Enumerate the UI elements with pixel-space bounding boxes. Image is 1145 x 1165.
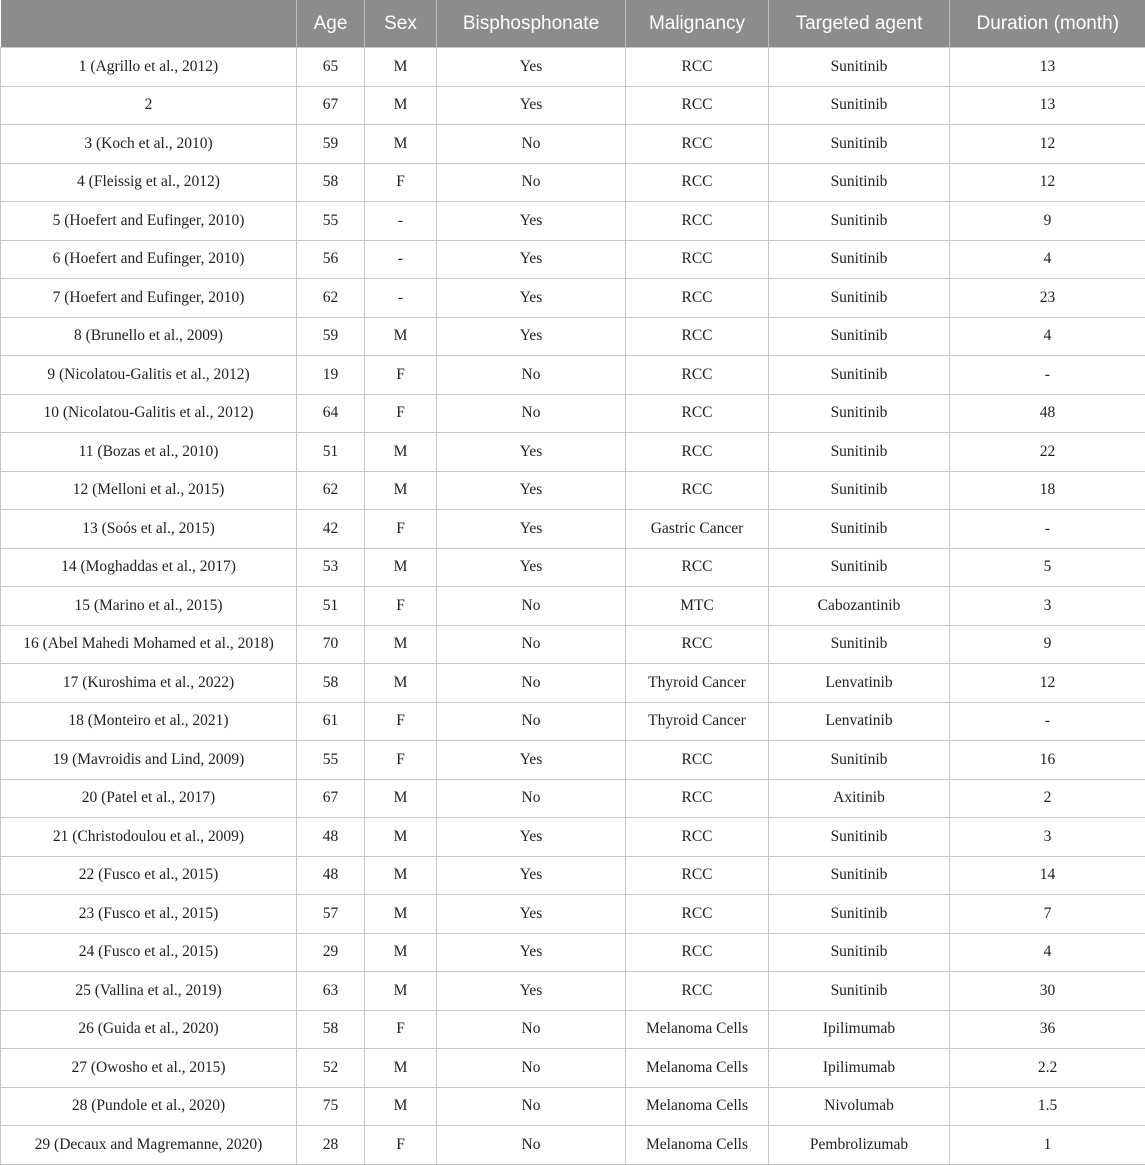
table-row	[1, 625, 1145, 664]
cell-malignancy: RCC	[626, 240, 769, 279]
cell-bisphosphonate: Yes	[437, 48, 626, 87]
cell-duration: 18	[950, 471, 1145, 510]
cell-age: 55	[297, 741, 365, 780]
cell-sex: F	[365, 394, 437, 433]
cell-age: 62	[297, 279, 365, 318]
cell-targeted-agent: Pembrolizumab	[769, 1126, 950, 1165]
cell-malignancy: RCC	[626, 433, 769, 472]
cell-malignancy: RCC	[626, 625, 769, 664]
cell-targeted-agent: Sunitinib	[769, 279, 950, 318]
cell-age: 58	[297, 1010, 365, 1049]
table-row	[1, 702, 1145, 741]
cell-malignancy: RCC	[626, 317, 769, 356]
table-row	[1, 471, 1145, 510]
cell-targeted-agent: Nivolumab	[769, 1087, 950, 1126]
cell-case: 3 (Koch et al., 2010)	[1, 125, 297, 164]
table-row	[1, 1049, 1145, 1088]
cell-age: 51	[297, 587, 365, 626]
cell-malignancy: Gastric Cancer	[626, 510, 769, 549]
cell-sex: M	[365, 548, 437, 587]
cell-case: 17 (Kuroshima et al., 2022)	[1, 664, 297, 703]
cell-bisphosphonate: Yes	[437, 933, 626, 972]
cell-sex: F	[365, 163, 437, 202]
cell-bisphosphonate: Yes	[437, 433, 626, 472]
cell-age: 51	[297, 433, 365, 472]
cell-malignancy: Thyroid Cancer	[626, 702, 769, 741]
cell-bisphosphonate: No	[437, 163, 626, 202]
cell-age: 70	[297, 625, 365, 664]
cell-case: 13 (Soós et al., 2015)	[1, 510, 297, 549]
table-row	[1, 1087, 1145, 1126]
table-row	[1, 548, 1145, 587]
table-row	[1, 433, 1145, 472]
cell-sex: M	[365, 856, 437, 895]
table-row	[1, 972, 1145, 1011]
cell-age: 55	[297, 202, 365, 241]
cell-malignancy: RCC	[626, 279, 769, 318]
cell-sex: F	[365, 1010, 437, 1049]
cell-duration: 4	[950, 240, 1145, 279]
cell-sex: F	[365, 356, 437, 395]
table-row	[1, 664, 1145, 703]
cell-targeted-agent: Sunitinib	[769, 202, 950, 241]
table-row	[1, 933, 1145, 972]
cell-duration: 7	[950, 895, 1145, 934]
cell-age: 53	[297, 548, 365, 587]
cell-bisphosphonate: No	[437, 702, 626, 741]
cell-age: 48	[297, 856, 365, 895]
table-row	[1, 48, 1145, 87]
cell-bisphosphonate: No	[437, 1010, 626, 1049]
cell-case: 29 (Decaux and Magremanne, 2020)	[1, 1126, 297, 1165]
cell-sex: M	[365, 433, 437, 472]
cell-targeted-agent: Sunitinib	[769, 48, 950, 87]
header-bisphosphonate: Bisphosphonate	[437, 0, 626, 48]
cell-case: 12 (Melloni et al., 2015)	[1, 471, 297, 510]
cell-case: 11 (Bozas et al., 2010)	[1, 433, 297, 472]
cell-case: 23 (Fusco et al., 2015)	[1, 895, 297, 934]
cell-age: 59	[297, 317, 365, 356]
cell-case: 26 (Guida et al., 2020)	[1, 1010, 297, 1049]
cell-malignancy: Melanoma Cells	[626, 1010, 769, 1049]
cell-sex: M	[365, 818, 437, 857]
cell-sex: M	[365, 779, 437, 818]
cell-age: 61	[297, 702, 365, 741]
cell-age: 63	[297, 972, 365, 1011]
cell-case: 7 (Hoefert and Eufinger, 2010)	[1, 279, 297, 318]
cell-targeted-agent: Sunitinib	[769, 895, 950, 934]
cell-case: 19 (Mavroidis and Lind, 2009)	[1, 741, 297, 780]
table-row	[1, 779, 1145, 818]
table-row	[1, 587, 1145, 626]
cell-bisphosphonate: No	[437, 779, 626, 818]
cell-case: 28 (Pundole et al., 2020)	[1, 1087, 297, 1126]
table-row	[1, 86, 1145, 125]
cell-bisphosphonate: No	[437, 125, 626, 164]
cell-targeted-agent: Lenvatinib	[769, 664, 950, 703]
cell-targeted-agent: Sunitinib	[769, 471, 950, 510]
cell-bisphosphonate: Yes	[437, 548, 626, 587]
cell-sex: F	[365, 741, 437, 780]
cell-bisphosphonate: Yes	[437, 741, 626, 780]
cell-duration: 1	[950, 1126, 1145, 1165]
cell-bisphosphonate: No	[437, 394, 626, 433]
cell-age: 67	[297, 86, 365, 125]
cell-malignancy: Thyroid Cancer	[626, 664, 769, 703]
cell-targeted-agent: Sunitinib	[769, 433, 950, 472]
cell-bisphosphonate: No	[437, 1049, 626, 1088]
table-row	[1, 1126, 1145, 1165]
cell-malignancy: RCC	[626, 125, 769, 164]
cell-duration: 3	[950, 587, 1145, 626]
table-row	[1, 394, 1145, 433]
cell-sex: M	[365, 48, 437, 87]
cell-bisphosphonate: No	[437, 625, 626, 664]
cell-duration: 9	[950, 625, 1145, 664]
cell-case: 9 (Nicolatou-Galitis et al., 2012)	[1, 356, 297, 395]
cell-sex: M	[365, 625, 437, 664]
cell-duration: 16	[950, 741, 1145, 780]
cell-age: 64	[297, 394, 365, 433]
table-row	[1, 163, 1145, 202]
cell-duration: 30	[950, 972, 1145, 1011]
cell-age: 62	[297, 471, 365, 510]
cell-malignancy: Melanoma Cells	[626, 1087, 769, 1126]
cell-sex: M	[365, 972, 437, 1011]
cell-targeted-agent: Sunitinib	[769, 972, 950, 1011]
cell-duration: -	[950, 510, 1145, 549]
cell-sex: M	[365, 1049, 437, 1088]
header-sex: Sex	[365, 0, 437, 48]
cell-age: 59	[297, 125, 365, 164]
cell-duration: 48	[950, 394, 1145, 433]
cell-duration: 2	[950, 779, 1145, 818]
table-row	[1, 895, 1145, 934]
cell-sex: M	[365, 125, 437, 164]
cell-malignancy: RCC	[626, 856, 769, 895]
table-body	[1, 48, 1145, 1165]
cell-case: 14 (Moghaddas et al., 2017)	[1, 548, 297, 587]
cell-targeted-agent: Sunitinib	[769, 86, 950, 125]
cell-sex: F	[365, 1126, 437, 1165]
cell-case: 6 (Hoefert and Eufinger, 2010)	[1, 240, 297, 279]
cell-targeted-agent: Lenvatinib	[769, 702, 950, 741]
cell-age: 19	[297, 356, 365, 395]
cell-age: 48	[297, 818, 365, 857]
cell-age: 58	[297, 664, 365, 703]
cell-duration: 13	[950, 86, 1145, 125]
cell-sex: -	[365, 240, 437, 279]
cell-bisphosphonate: Yes	[437, 86, 626, 125]
cell-targeted-agent: Sunitinib	[769, 394, 950, 433]
cell-case: 20 (Patel et al., 2017)	[1, 779, 297, 818]
cell-sex: M	[365, 895, 437, 934]
cell-malignancy: Melanoma Cells	[626, 1126, 769, 1165]
cell-bisphosphonate: No	[437, 356, 626, 395]
header-targeted-agent: Targeted agent	[769, 0, 950, 48]
cell-malignancy: Melanoma Cells	[626, 1049, 769, 1088]
cell-bisphosphonate: No	[437, 587, 626, 626]
table-row	[1, 279, 1145, 318]
cell-duration: 13	[950, 48, 1145, 87]
header-duration: Duration (month)	[950, 0, 1145, 48]
table-row	[1, 202, 1145, 241]
cell-targeted-agent: Sunitinib	[769, 125, 950, 164]
cell-sex: F	[365, 510, 437, 549]
table-header-row	[1, 0, 1145, 48]
cell-malignancy: MTC	[626, 587, 769, 626]
table-row	[1, 240, 1145, 279]
cell-age: 58	[297, 163, 365, 202]
cell-duration: -	[950, 356, 1145, 395]
cell-targeted-agent: Sunitinib	[769, 625, 950, 664]
cell-malignancy: RCC	[626, 548, 769, 587]
table-row	[1, 818, 1145, 857]
cell-targeted-agent: Ipilimumab	[769, 1049, 950, 1088]
cell-targeted-agent: Sunitinib	[769, 818, 950, 857]
cell-malignancy: RCC	[626, 394, 769, 433]
cell-case: 10 (Nicolatou-Galitis et al., 2012)	[1, 394, 297, 433]
cell-duration: 4	[950, 933, 1145, 972]
cell-duration: 4	[950, 317, 1145, 356]
cell-malignancy: RCC	[626, 895, 769, 934]
cell-bisphosphonate: Yes	[437, 240, 626, 279]
table-row	[1, 741, 1145, 780]
cell-malignancy: RCC	[626, 972, 769, 1011]
cell-case: 1 (Agrillo et al., 2012)	[1, 48, 297, 87]
table-row	[1, 1010, 1145, 1049]
cell-case: 8 (Brunello et al., 2009)	[1, 317, 297, 356]
header-age: Age	[297, 0, 365, 48]
cell-age: 57	[297, 895, 365, 934]
table-row	[1, 356, 1145, 395]
cell-bisphosphonate: Yes	[437, 202, 626, 241]
cell-duration: 23	[950, 279, 1145, 318]
cell-bisphosphonate: No	[437, 1087, 626, 1126]
cell-targeted-agent: Sunitinib	[769, 317, 950, 356]
cell-bisphosphonate: Yes	[437, 471, 626, 510]
cell-malignancy: RCC	[626, 86, 769, 125]
cell-duration: 14	[950, 856, 1145, 895]
cell-targeted-agent: Sunitinib	[769, 741, 950, 780]
table-row	[1, 856, 1145, 895]
cell-age: 56	[297, 240, 365, 279]
cell-duration: 2.2	[950, 1049, 1145, 1088]
cell-duration: 5	[950, 548, 1145, 587]
cell-age: 67	[297, 779, 365, 818]
cell-case: 2	[1, 86, 297, 125]
cell-malignancy: RCC	[626, 471, 769, 510]
cell-targeted-agent: Sunitinib	[769, 548, 950, 587]
cell-malignancy: RCC	[626, 48, 769, 87]
cell-malignancy: RCC	[626, 202, 769, 241]
cell-age: 29	[297, 933, 365, 972]
cell-case: 4 (Fleissig et al., 2012)	[1, 163, 297, 202]
cell-targeted-agent: Cabozantinib	[769, 587, 950, 626]
cell-sex: M	[365, 471, 437, 510]
cell-age: 42	[297, 510, 365, 549]
cell-malignancy: RCC	[626, 818, 769, 857]
cell-sex: M	[365, 933, 437, 972]
cell-bisphosphonate: Yes	[437, 895, 626, 934]
cell-targeted-agent: Sunitinib	[769, 240, 950, 279]
cell-duration: 9	[950, 202, 1145, 241]
cell-bisphosphonate: Yes	[437, 317, 626, 356]
cell-duration: 3	[950, 818, 1145, 857]
cell-duration: -	[950, 702, 1145, 741]
cell-duration: 36	[950, 1010, 1145, 1049]
table-row	[1, 125, 1145, 164]
cell-sex: F	[365, 702, 437, 741]
cell-sex: -	[365, 279, 437, 318]
cell-bisphosphonate: Yes	[437, 818, 626, 857]
cell-case: 16 (Abel Mahedi Mohamed et al., 2018)	[1, 625, 297, 664]
header-malignancy: Malignancy	[626, 0, 769, 48]
cell-targeted-agent: Axitinib	[769, 779, 950, 818]
cell-age: 65	[297, 48, 365, 87]
cell-malignancy: RCC	[626, 779, 769, 818]
cell-targeted-agent: Sunitinib	[769, 510, 950, 549]
cell-sex: M	[365, 86, 437, 125]
cell-targeted-agent: Sunitinib	[769, 356, 950, 395]
cell-sex: M	[365, 664, 437, 703]
cell-case: 25 (Vallina et al., 2019)	[1, 972, 297, 1011]
cell-targeted-agent: Sunitinib	[769, 933, 950, 972]
table-row	[1, 510, 1145, 549]
cell-duration: 1.5	[950, 1087, 1145, 1126]
cell-bisphosphonate: Yes	[437, 856, 626, 895]
cell-duration: 22	[950, 433, 1145, 472]
cell-duration: 12	[950, 664, 1145, 703]
cell-age: 28	[297, 1126, 365, 1165]
cell-bisphosphonate: Yes	[437, 972, 626, 1011]
header-case	[1, 0, 297, 48]
cell-bisphosphonate: No	[437, 1126, 626, 1165]
cell-duration: 12	[950, 125, 1145, 164]
cell-malignancy: RCC	[626, 933, 769, 972]
cell-case: 18 (Monteiro et al., 2021)	[1, 702, 297, 741]
cell-sex: F	[365, 587, 437, 626]
cell-sex: M	[365, 1087, 437, 1126]
cell-targeted-agent: Sunitinib	[769, 163, 950, 202]
table-row	[1, 317, 1145, 356]
cell-bisphosphonate: Yes	[437, 510, 626, 549]
cell-targeted-agent: Sunitinib	[769, 856, 950, 895]
cell-case: 22 (Fusco et al., 2015)	[1, 856, 297, 895]
cell-targeted-agent: Ipilimumab	[769, 1010, 950, 1049]
cell-age: 52	[297, 1049, 365, 1088]
cell-sex: -	[365, 202, 437, 241]
cell-case: 24 (Fusco et al., 2015)	[1, 933, 297, 972]
cell-malignancy: RCC	[626, 741, 769, 780]
cell-sex: M	[365, 317, 437, 356]
cell-bisphosphonate: No	[437, 664, 626, 703]
cell-malignancy: RCC	[626, 356, 769, 395]
cell-age: 75	[297, 1087, 365, 1126]
cell-bisphosphonate: Yes	[437, 279, 626, 318]
cell-case: 21 (Christodoulou et al., 2009)	[1, 818, 297, 857]
cell-malignancy: RCC	[626, 163, 769, 202]
cell-case: 15 (Marino et al., 2015)	[1, 587, 297, 626]
cell-case: 27 (Owosho et al., 2015)	[1, 1049, 297, 1088]
cell-duration: 12	[950, 163, 1145, 202]
cell-case: 5 (Hoefert and Eufinger, 2010)	[1, 202, 297, 241]
